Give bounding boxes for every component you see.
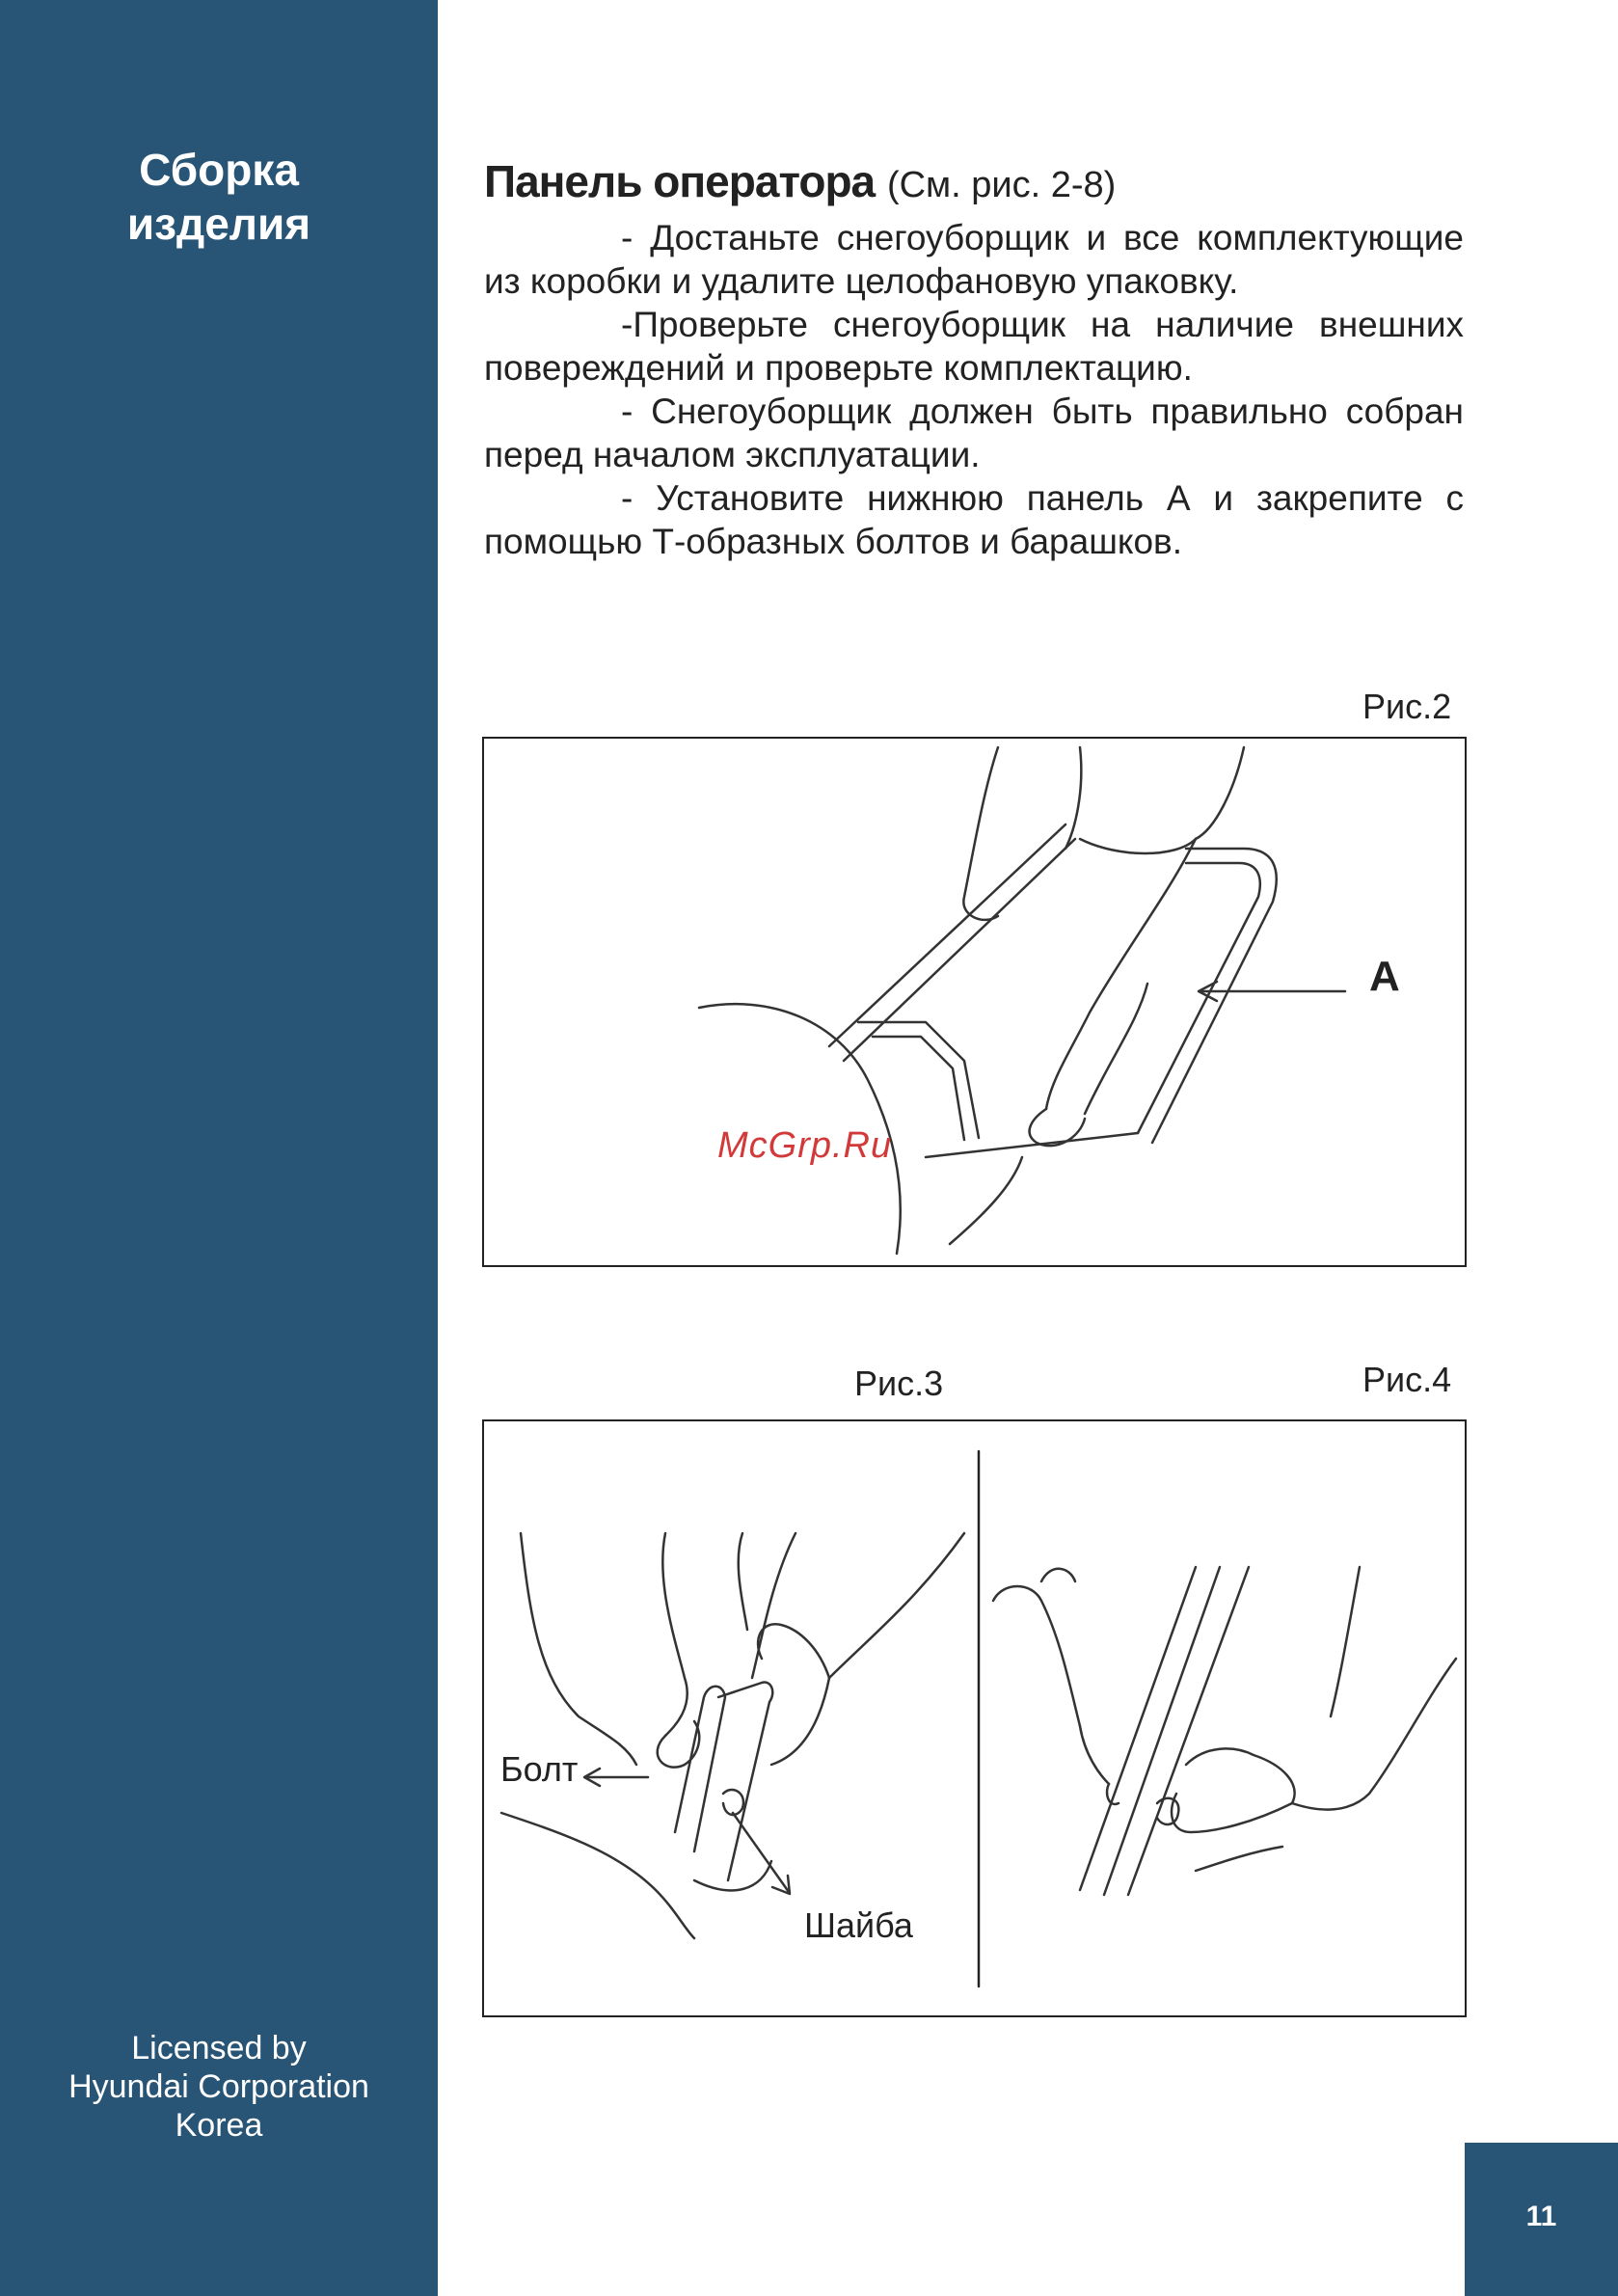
heading-title: Панель оператора — [484, 156, 876, 206]
figure-3-illustration — [501, 1533, 964, 1938]
figure-2-illustration — [699, 747, 1277, 1254]
figure-4-illustration — [993, 1567, 1456, 1895]
heading-figure-ref: (См. рис. 2-8) — [886, 165, 1117, 205]
figure-2-label-a: A — [1369, 953, 1400, 1000]
bolt-label: Болт — [500, 1749, 579, 1789]
instruction-paragraph-4: - Установите нижнюю панель А и закрепите с помощью Т-образных болтов и барашков. — [484, 478, 1464, 561]
section-title-line-2: изделия — [126, 199, 311, 249]
instruction-paragraph-1: - Достаньте снегоуборщик и все комплектующие из коробки и удалите целофановую упаковку. — [484, 218, 1464, 301]
license-line-1: Licensed by — [131, 2030, 307, 2066]
instruction-paragraph-2: -Проверьте снегоуборщик на наличие внешних повереждений и проверьте комплектацию. — [484, 305, 1464, 388]
washer-label: Шайба — [804, 1905, 913, 1945]
figure-2-caption: Рис.2 — [1362, 687, 1452, 726]
watermark: McGrp.Ru — [717, 1125, 893, 1166]
figure-3-caption: Рис.3 — [854, 1364, 944, 1403]
section-title-line-1: Сборка — [139, 145, 299, 195]
figure-4-caption: Рис.4 — [1362, 1360, 1452, 1399]
page-number: 11 — [1525, 2201, 1557, 2232]
license-line-3: Korea — [175, 2107, 263, 2144]
license-line-2: Hyundai Corporation — [68, 2068, 369, 2105]
instruction-paragraph-3: - Снегоуборщик должен быть правильно собран перед началом эксплуатации. — [484, 392, 1464, 474]
